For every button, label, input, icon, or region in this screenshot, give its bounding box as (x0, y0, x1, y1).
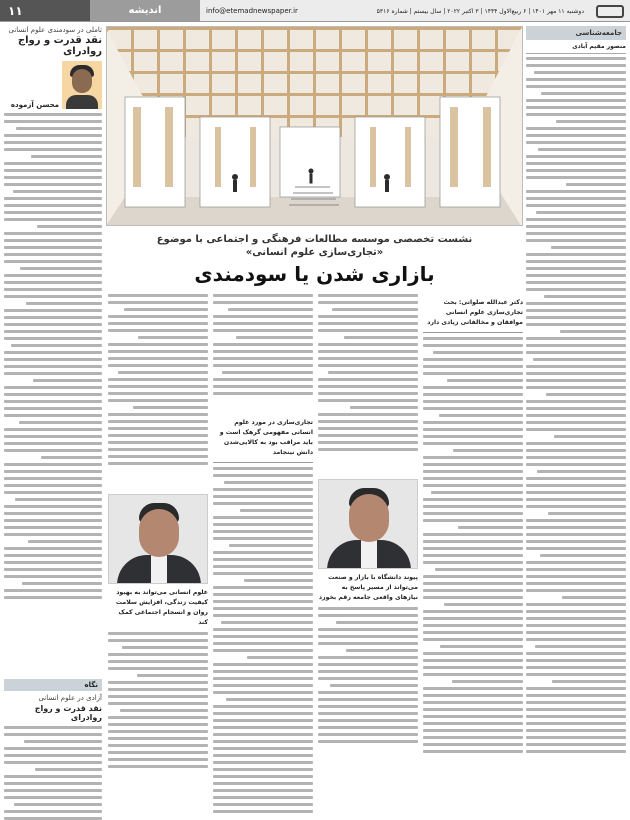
left-sub-title: نقد قدرت و رواج روادرای (34, 704, 102, 722)
article-headline: بازاری شدن یا سودمندی (194, 262, 435, 286)
author-name: محسن آزموده (10, 101, 59, 109)
article-column-4 (108, 294, 208, 814)
column-3-text-bottom (213, 467, 313, 813)
page-number: ۱۱ (0, 0, 90, 21)
column-4-text-bottom (108, 632, 208, 768)
author-avatar (62, 61, 102, 109)
article-deck (106, 234, 523, 286)
main-article (106, 26, 523, 816)
hero-image-architecture (106, 26, 523, 226)
page-header (0, 0, 630, 22)
section-title: اندیشه (90, 0, 200, 21)
left-sub-kicker: آزادی در علوم انسانی (38, 694, 102, 702)
article-column-2 (318, 294, 418, 814)
right-body-text (526, 57, 626, 817)
pull-quote-4: دکتر عبدالله صلواتی: بحث تجاری‌سازی علوم انسانی موافقان و مخالفانی زیادی دارد (427, 299, 523, 326)
left-body-text-2 (4, 726, 102, 820)
issue-line: دوشنبه ۱۱ مهر ۱۴۰۱ | ۶ ربیع‌الاول ۱۴۴۴ | ۳ اکتبر ۲۰۲۲ | سال بیستم | شماره ۵۳۱۶ (350, 0, 590, 21)
column-2-text-top (318, 294, 418, 479)
pull-quote-3: پیوند دانشگاه با بازار و صنعت می‌تواند از مسیر پاسخ به نیازهای واقعی جامعه رقم بخورد (318, 574, 418, 601)
email-address[interactable]: info@etemadnewspaper.ir (200, 0, 350, 21)
article-column-3 (213, 294, 313, 814)
column-4-text-top (108, 294, 208, 494)
column-2-text-bottom (318, 607, 418, 743)
left-title-kicker: تاملی در سودمندی علوم انسانی (8, 26, 102, 34)
speaker-photo-1 (318, 479, 418, 569)
article-columns (106, 294, 523, 814)
right-byline: منصور مقیم آبادی (526, 40, 626, 54)
left-column (4, 26, 102, 820)
logo-icon (596, 5, 624, 18)
pull-quote-1: علوم انسانی می‌تواند به بهبود کیفیت زندگی، افزایش سلامت روان و انسجام اجتماعی کمک کند (115, 589, 208, 626)
column-1-text (423, 337, 523, 753)
newspaper-logo (590, 0, 630, 21)
right-kicker: جامعه‌شناسی (526, 26, 626, 40)
deck-line-1: نشست تخصصی موسسه مطالعات فرهنگی و اجتماعی با موضوع (156, 234, 473, 245)
right-column (526, 26, 626, 817)
speaker-photo-2 (108, 494, 208, 584)
deck-line-2: «تجاری‌سازی علوم انسانی» (245, 247, 384, 258)
left-body-text-1 (4, 113, 102, 673)
pull-quote-2: تجاری‌سازی در مورد علوم انسانی مفهومی گرهک است و باید مراقب بود به کالایی‌شدن دانش نینجامد (219, 419, 313, 456)
author-block (4, 61, 102, 109)
column-3-text-top (213, 294, 313, 414)
left-section-tab: نگاه (4, 679, 102, 691)
article-column-1 (423, 294, 523, 814)
left-title: نقد قدرت و رواج روادرای (17, 35, 102, 57)
